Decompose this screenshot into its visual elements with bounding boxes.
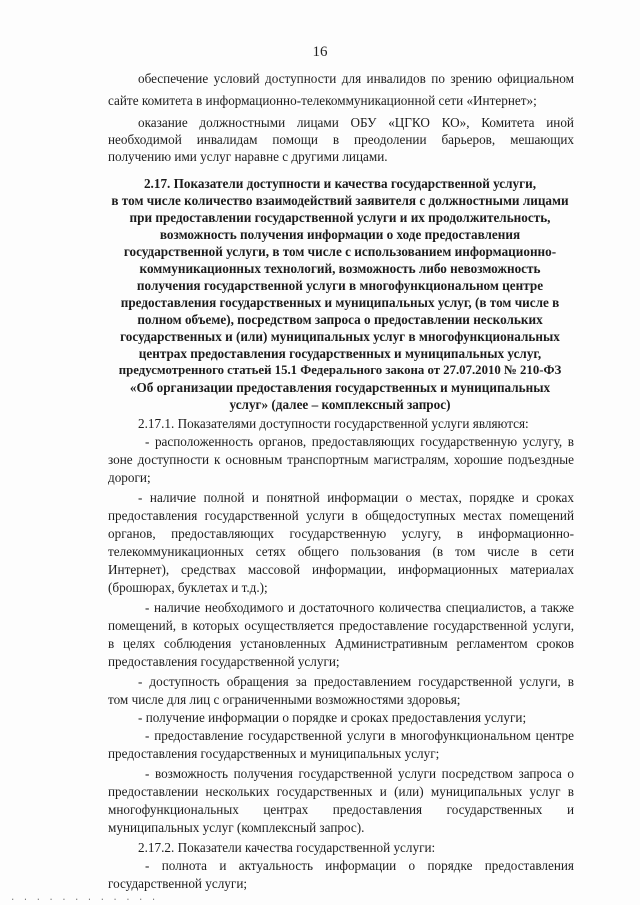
body-line: предоставления государственной услуги; bbox=[108, 654, 340, 669]
intro-line: обеспечение условий доступности для инвалидов по зрению официальном bbox=[138, 71, 574, 86]
section-heading-line: при предоставлении государственной услуги и их продолжительность, bbox=[129, 210, 551, 225]
body-line: - наличие полной и понятной информации о местах, порядке и сроках bbox=[138, 490, 574, 505]
body-line: предоставления государственных и муниципальных услуг; bbox=[108, 746, 440, 761]
body-line: органов, предоставляющих государственную услугу, в информационно- bbox=[108, 526, 574, 541]
section-heading-line: государственной услуги, в том числе с использованием информационно- bbox=[123, 244, 557, 259]
section-heading-line: «Об организации предоставления государственных и муниципальных bbox=[129, 380, 551, 395]
body-line: зоне доступности к основным транспортным магистралям, хорошие подъездные bbox=[108, 452, 574, 467]
body-line: - возможность получения государственной услуги посредством запроса о bbox=[145, 766, 574, 781]
body-line: - получение информации о порядке и сроках предоставления услуги; bbox=[138, 710, 527, 725]
section-heading-line: коммуникационных технологий, возможность либо невозможность bbox=[139, 261, 541, 276]
body-line: (брошюрах, буклетах и т.д.); bbox=[108, 580, 268, 595]
body-line: - доступность обращения за предоставлением государственной услуги, в bbox=[138, 674, 574, 689]
body-line: в целях соблюдения установленных Административным регламентом сроков bbox=[108, 636, 574, 651]
body-line: телекоммуникационных сетях общего пользования (в том числе в сети bbox=[108, 544, 574, 559]
section-heading-line: возможность получения информации о ходе предоставления bbox=[159, 227, 521, 242]
body-line: - расположенность органов, предоставляющих государственную услугу, в bbox=[145, 434, 574, 449]
body-line: дороги; bbox=[108, 470, 151, 485]
section-heading-line: получения государственной услуги в многофункциональном центре bbox=[136, 278, 544, 293]
body-line: 2.17.2. Показатели качества государственной услуги: bbox=[138, 840, 436, 855]
section-heading-line: предусмотренного статьей 15.1 Федерального закона от 27.07.2010 № 210-ФЗ bbox=[118, 363, 562, 377]
section-heading-line: услуг» (далее – комплексный запрос) bbox=[229, 397, 451, 412]
body-line: - предоставление государственной услуги в многофункциональном центре bbox=[145, 728, 574, 743]
section-heading-line: предоставления государственных и муниципальных услуг, (в том числе в bbox=[120, 295, 560, 310]
body-line: предоставлении нескольких государственных и (или) муниципальных услуг в bbox=[108, 784, 574, 799]
body-line: государственной услуги; bbox=[108, 876, 248, 891]
body-line: - наличие необходимого и достаточного количества специалистов, а также bbox=[145, 600, 574, 615]
body-line: - полнота и актуальность информации о порядке предоставления bbox=[145, 858, 574, 873]
body-line: муниципальных услуг (комплексный запрос). bbox=[108, 820, 365, 835]
intro-line: оказание должностными лицами ОБУ «ЦГКО КО», Комитета иной bbox=[138, 115, 574, 130]
body-line: 2.17.1. Показателями доступности государственной услуги являются: bbox=[138, 416, 529, 431]
body-line: предоставления государственной услуги в общедоступных местах помещений bbox=[108, 508, 574, 523]
body-line: помещений, в которых осуществляется предоставление государственной услуги, bbox=[108, 618, 574, 633]
section-heading-line: в том числе количество взаимодействий заявителя с должностными лицами bbox=[111, 193, 569, 208]
section-heading-line: полном объеме), посредством запроса о предоставлении нескольких bbox=[137, 312, 543, 327]
body-line: многофункциональных центрах предоставления государственных и bbox=[108, 802, 574, 817]
section-heading-line: государственных и (или) муниципальных услуг в многофункциональных bbox=[120, 329, 560, 344]
section-heading-line: 2.17. Показатели доступности и качества государственной услуги, bbox=[143, 176, 537, 191]
intro-line: сайте комитета в информационно-телекоммуникационной сети «Интернет»; bbox=[108, 93, 537, 108]
scan-edge-artifact: · · · · · · · · · · · · bbox=[10, 895, 158, 905]
intro-line: необходимой инвалидам помощи в преодолении барьеров, мешающих bbox=[108, 132, 574, 147]
page-number: 16 bbox=[312, 44, 328, 60]
intro-line: получению ими услуг наравне с другими лицами. bbox=[108, 149, 388, 164]
body-line: Интернет), средствах массовой информации, информационных материалах bbox=[108, 562, 574, 577]
body-line: том числе для лиц с ограниченными возможностями здоровья; bbox=[108, 692, 461, 707]
section-heading-line: центрах предоставления государственных и муниципальных услуг, bbox=[138, 346, 542, 361]
